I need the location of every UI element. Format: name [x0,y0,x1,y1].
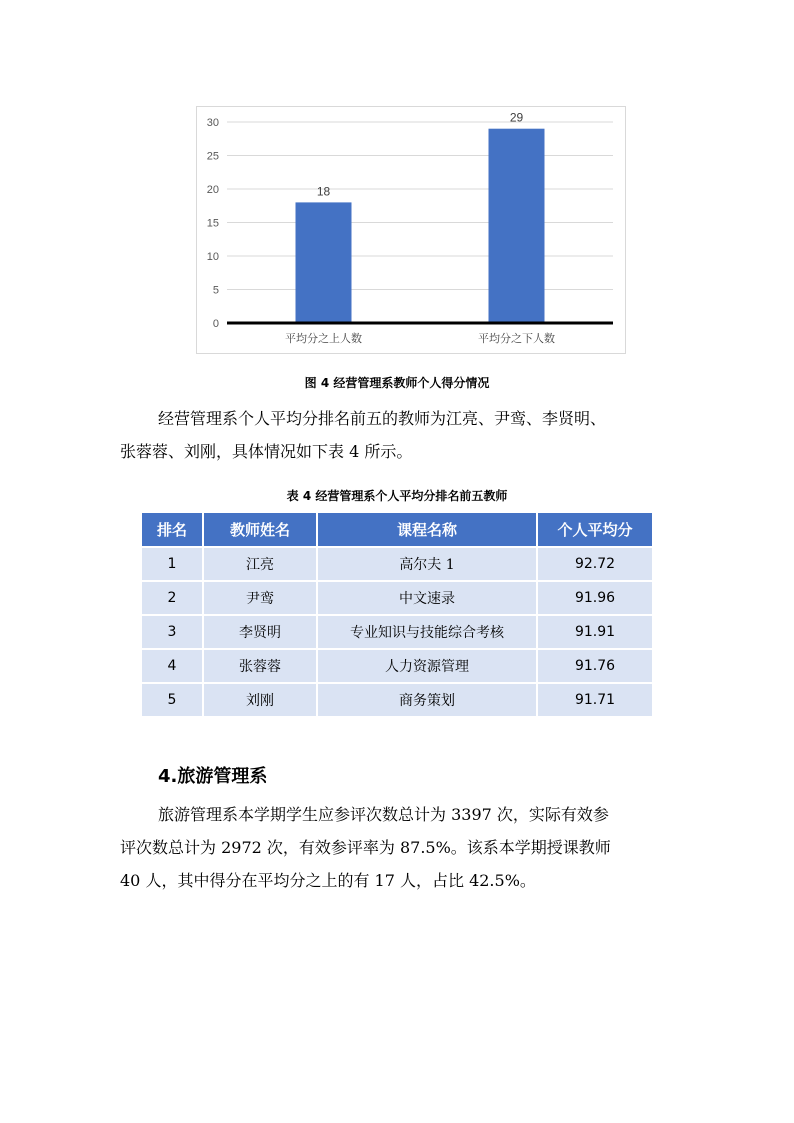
y-tick-label: 20 [206,184,219,196]
cell-average-score: 91.71 [538,684,652,718]
cell-rank: 2 [142,582,204,616]
cell-teacher-name: 李贤明 [204,616,318,650]
cell-average-score: 91.96 [538,582,652,616]
cell-course-name: 商务策划 [318,684,538,718]
y-tick-label: 25 [206,150,219,163]
paragraph-1 [120,402,680,468]
cell-average-score: 91.76 [538,650,652,684]
paragraph-2-line-1: 旅游管理系本学期学生应参评次数总计为 3397 次，实际有效参 [158,805,609,824]
cell-average-score: 91.91 [538,616,652,650]
cell-course-name: 人力资源管理 [318,650,538,684]
figure-caption: 图 4 经营管理系教师个人得分情况 [304,376,490,390]
cell-rank: 4 [142,650,204,684]
cell-rank: 3 [142,616,204,650]
cell-teacher-name: 刘刚 [204,684,318,718]
table-header-row [142,513,652,548]
data-label: 29 [509,110,524,125]
paragraph-2-line-2: 评次数总计为 2972 次，有效参评率为 87.5%。该系本学期授课教师 [120,838,611,857]
table-row [142,548,652,582]
paragraph-1-line-1: 经营管理系个人平均分排名前五的教师为江亮、尹鸾、李贤明、 [158,409,607,428]
section-heading: 4.旅游管理系 [158,766,268,787]
paragraph-2-line-3: 40 人，其中得分在平均分之上的有 17 人，占比 42.5%。 [120,871,536,890]
ranking-table [142,513,652,718]
table-row [142,616,652,650]
y-tick-label: 30 [206,117,219,129]
bar-chart [196,106,626,354]
y-tick-label: 15 [206,217,219,230]
y-tick-label: 10 [206,251,219,263]
cell-teacher-name: 江亮 [204,548,318,582]
chart-svg [197,107,627,355]
paragraph-1-line-2: 张蓉蓉、刘刚，具体情况如下表 4 所示。 [120,442,413,461]
x-category-label: 平均分之下人数 [478,332,555,345]
y-tick-label: 5 [212,284,219,297]
cell-teacher-name: 张蓉蓉 [204,650,318,684]
cell-teacher-name: 尹鸾 [204,582,318,616]
cell-rank: 5 [142,684,204,718]
cell-rank: 1 [142,548,204,582]
cell-course-name: 中文速录 [318,582,538,616]
bar [489,129,545,323]
bar [296,202,352,323]
data-label: 18 [316,184,331,199]
y-tick-label: 0 [212,318,219,330]
x-category-label: 平均分之上人数 [285,332,362,345]
cell-course-name: 高尔夫 1 [318,548,538,582]
header-rank: 排名 [142,513,204,548]
table-caption: 表 4 经营管理系个人平均分排名前五教师 [286,489,508,503]
table-row [142,582,652,616]
header-course-name: 课程名称 [318,513,538,548]
header-average-score: 个人平均分 [538,513,652,548]
cell-course-name: 专业知识与技能综合考核 [318,616,538,650]
header-teacher-name: 教师姓名 [204,513,318,548]
table-row [142,650,652,684]
table-row [142,684,652,718]
paragraph-2 [120,798,680,897]
cell-average-score: 92.72 [538,548,652,582]
